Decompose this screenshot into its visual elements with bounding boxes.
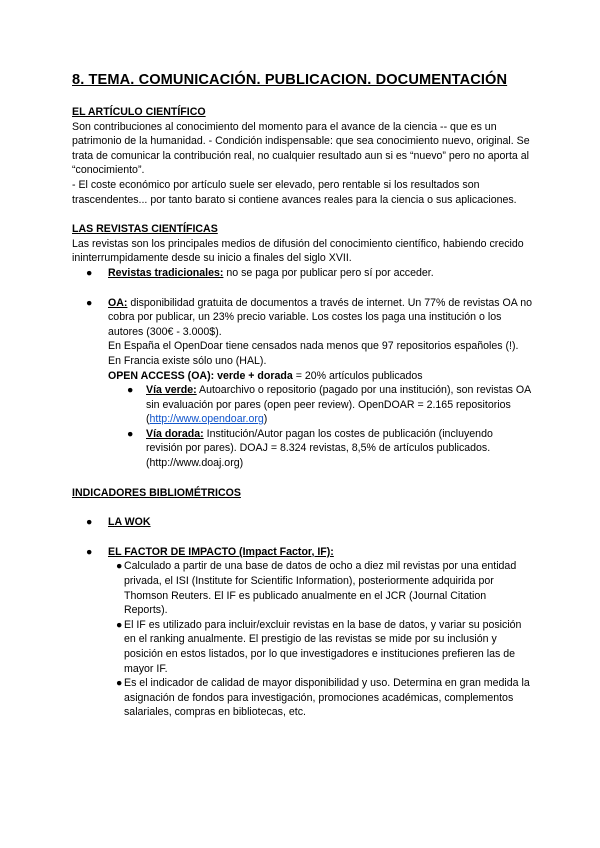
revistas-tradicionales-text: no se paga por publicar pero sí por acceder. [223,266,434,279]
if-item-3 [72,676,532,720]
list-item-wok [72,515,532,530]
via-dorada-text: Institución/Autor pagan los costes de publicación (incluyendo revisión por pares). DOAJ = 8.324 revistas, 8,5% de artículos publicados. (http://www.doaj.org) [146,427,493,470]
bullet-icon: ● [127,384,134,397]
document-page [72,70,532,720]
articulo-paragraph-2: - El coste económico por artículo suele ser elevado, pero rentable si los resultados son trascendentes... por tanto barato si contiene avances reales para la ciencia o sus aplicaciones. [72,178,517,206]
oa-text: disponibilidad gratuita de documentos a través de internet. Un 77% de revistas OA no cobra por publicar, un 23% precio variable. Los costes los paga una institución o los autores (300€ - 3.000$). [108,296,532,338]
if-item-1 [72,559,532,617]
revistas-tradicionales-label: Revistas tradicionales: [108,266,224,279]
list-item-via-dorada [72,427,532,471]
oa-label: OA: [108,296,128,309]
revistas-intro: Las revistas son los principales medios de difusión del conocimiento científico, habiendo crecido ininterrumpidamente desde su inicio a finales del siglo XVII. [72,237,524,265]
bullet-icon: ● [116,618,123,631]
via-verde-text: Autoarchivo o repositorio (pagado por una institución), son revistas OA sin evaluación por pares (open peer review). OpenDOAR = 2.165 repositorios ( [146,384,531,426]
bullet-icon: ● [116,560,123,573]
if-item-text: El IF es utilizado para incluir/excluir revistas en la base de datos, y variar su posición en el ranking anualmente. El prestigio de las revistas se mide por su inclusión y posición en estos listados, por lo que investigadores e instituciones prefieren las de mayor IF. [124,618,522,675]
bullet-icon: ● [86,296,93,309]
impact-factor-heading: EL FACTOR DE IMPACTO (Impact Factor, IF): [108,545,334,558]
bullet-icon: ● [86,545,93,558]
oa-summary [72,369,532,384]
oa-summary-bold: OPEN ACCESS (OA): verde + dorada [108,369,293,382]
bullet-icon: ● [86,516,93,529]
list-item-open-access [72,296,532,340]
list-item-revistas-tradicionales [72,266,532,281]
bullet-icon: ● [86,266,93,279]
revistas-heading: LAS REVISTAS CIENTÍFICAS [72,223,218,236]
if-item-text: Calculado a partir de una base de datos de ocho a diez mil revistas por una entidad privada, el ISI (Institute for Scientific Information), posteriormente adquirida por Thomson Reuters. El IF es publicado anualmente en el JCR (Journal Citation Reports). [124,560,517,617]
if-item-text: Es el indicador de calidad de mayor disponibilidad y uso. Determina en gran medida la asignación de fondos para investigación, promociones académicas, complementos salariales, compras en bibliotecas, etc. [124,677,530,719]
via-dorada-label: Vía dorada: [146,427,204,440]
bullet-icon: ● [127,427,134,440]
if-item-2 [72,618,532,676]
wok-label: LA WOK [108,516,151,529]
oa-spain-text: En España el OpenDoar tiene censados nada menos que 97 repositorios españoles (!). En Francia existe sólo uno (HAL). [108,340,519,367]
articulo-heading: EL ARTÍCULO CIENTÍFICO [72,106,206,118]
articulo-paragraph-1: Son contribuciones al conocimiento del momento para el avance de la ciencia -- que es un patrimonio de la humanidad. - Condición indispensable: que sea conocimiento nuevo, original. Se trata de comunicar la contribución real, no cualquier resultado aun si es “nuevo” pero no aporta al “conocimiento”. [72,120,530,177]
via-verde-close: ) [263,413,268,426]
oa-summary-rest: = 20% artículos publicados [292,369,423,382]
opendoar-link[interactable]: http://www.opendoar.org [149,413,264,426]
list-item-impact-factor [72,545,532,560]
list-item-via-verde [72,383,532,427]
via-verde-label: Vía verde: [146,384,197,397]
document-title: 8. TEMA. COMUNICACIÓN. PUBLICACION. DOCUMENTACIÓN [72,72,508,88]
bullet-icon: ● [116,677,123,690]
indicadores-heading: INDICADORES BIBLIOMÉTRICOS [72,486,241,499]
